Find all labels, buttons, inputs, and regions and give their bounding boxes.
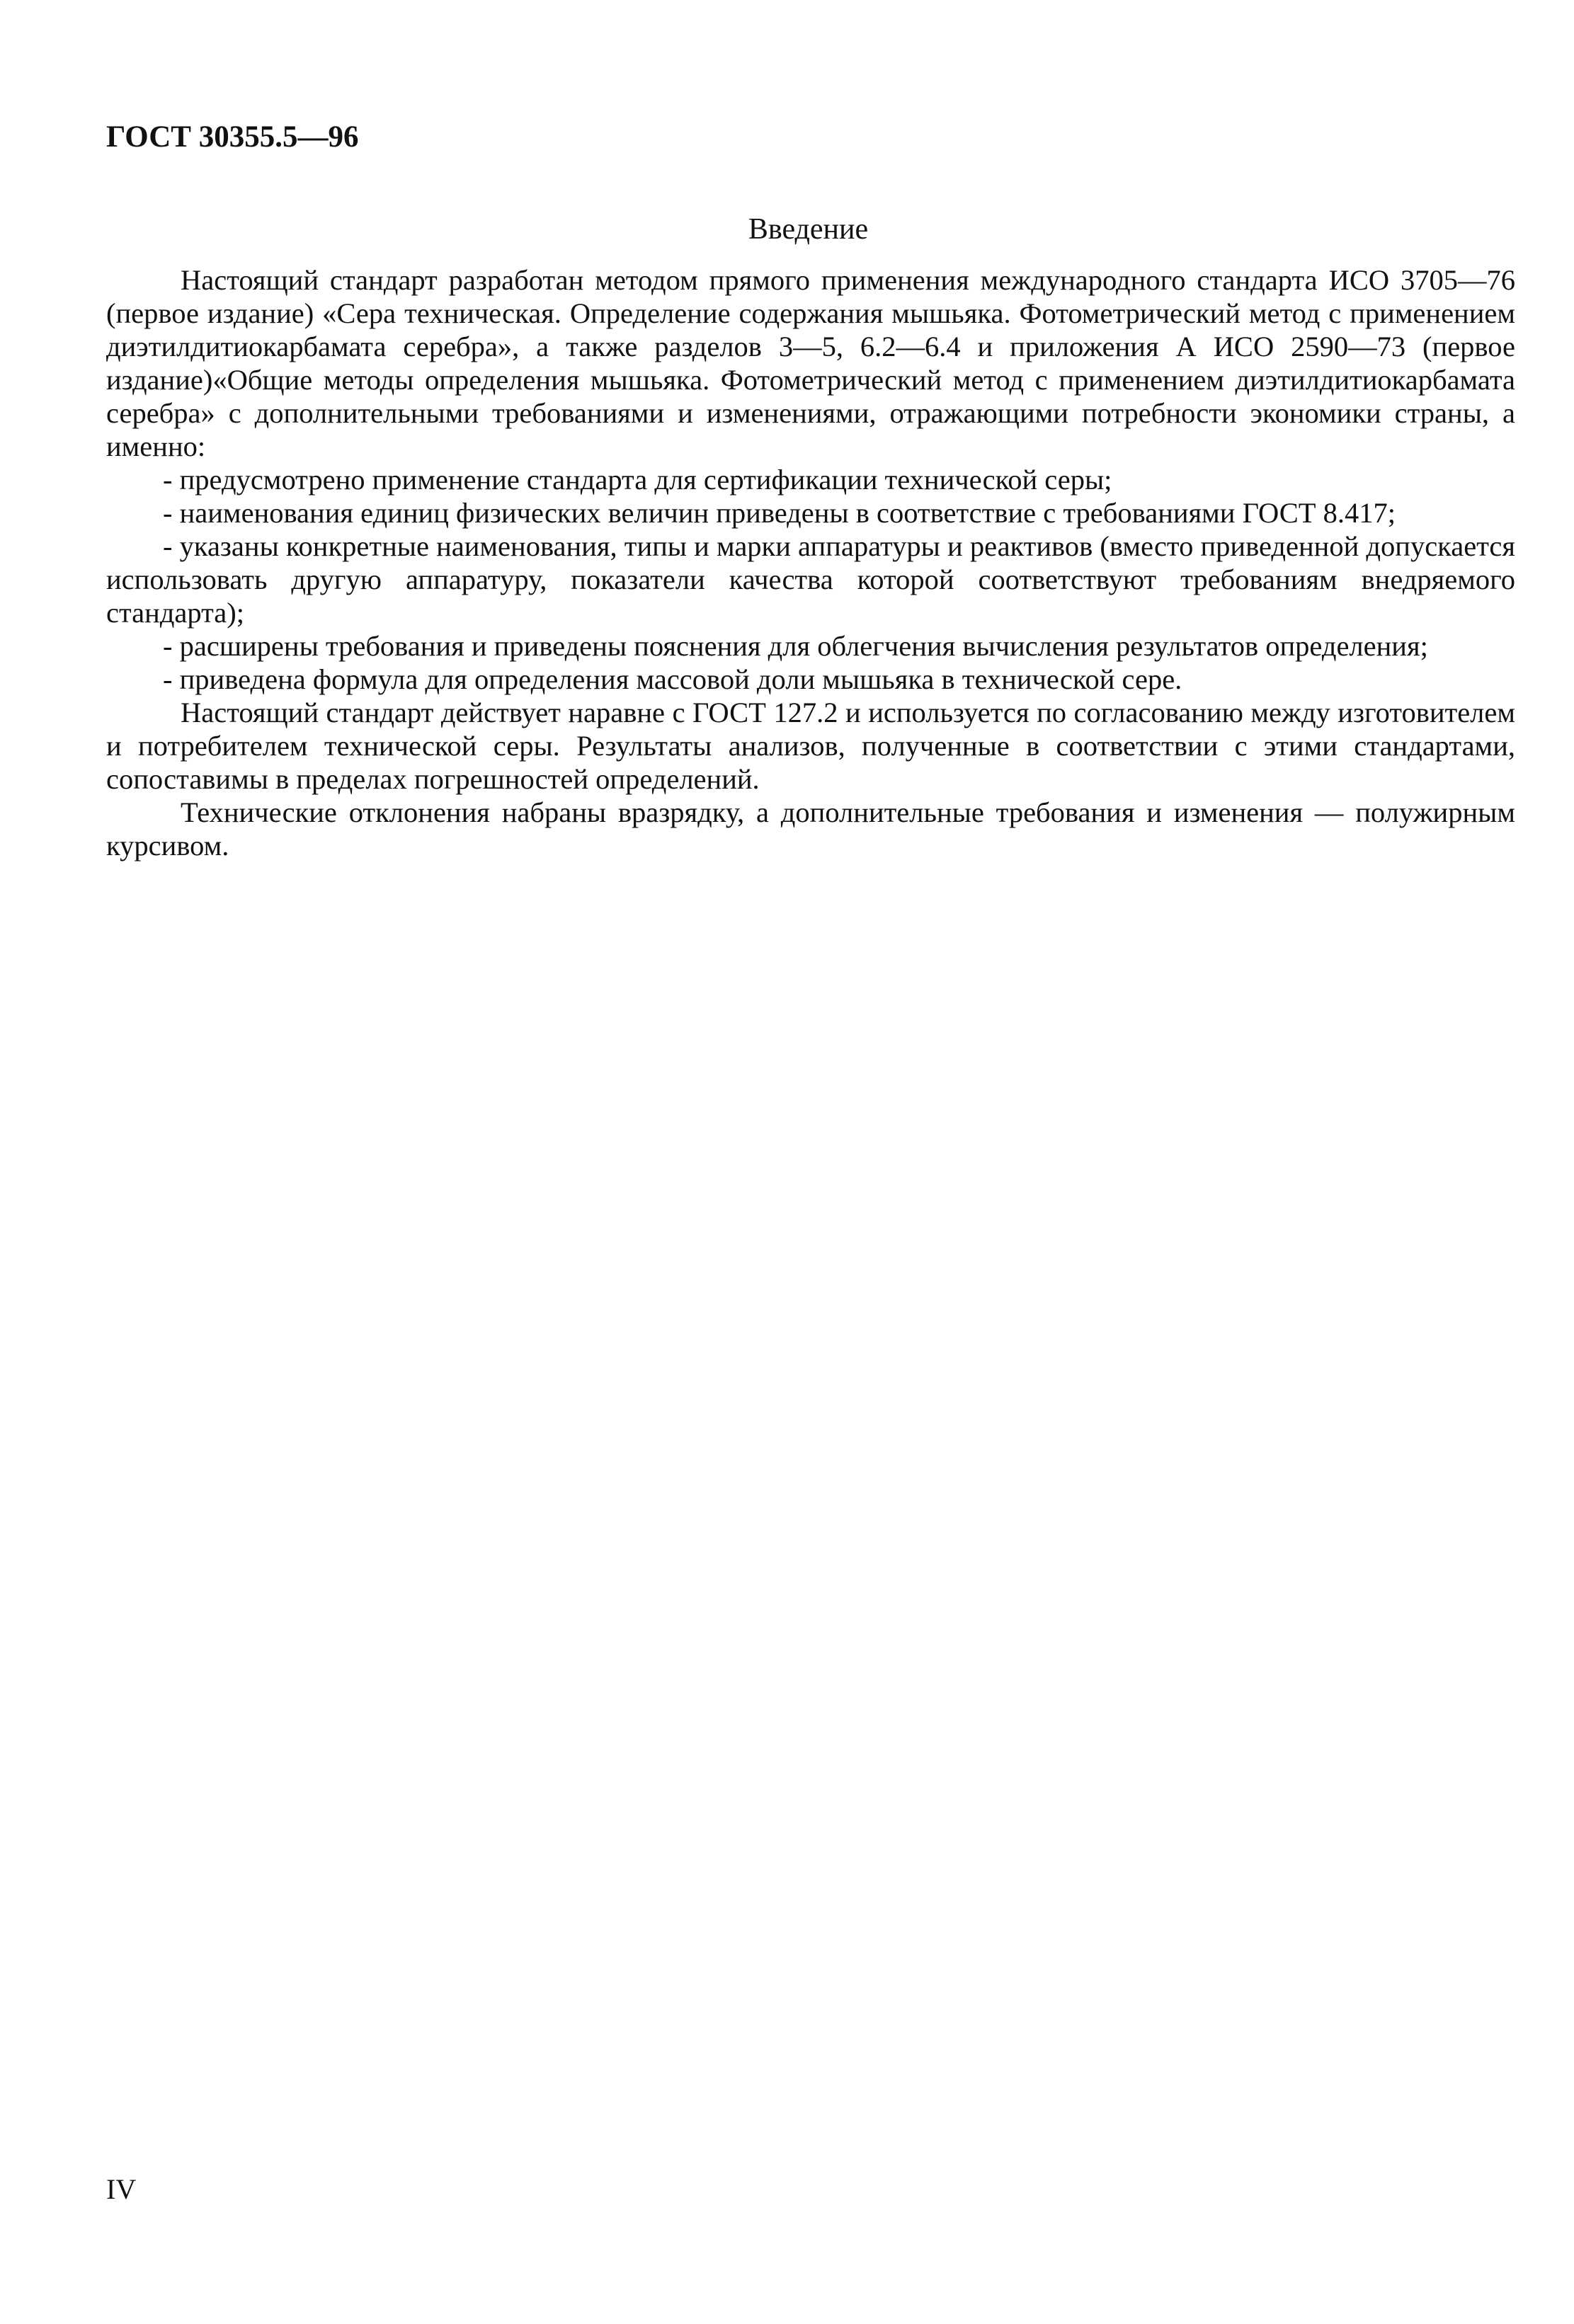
typography-note-paragraph: Технические отклонения набраны вразрядку, а дополнительные требования и изменения — полужирным курсивом. — [106, 796, 1515, 862]
list-item-certification: - предусмотрено применение стандарта для сертификации технической серы; — [163, 464, 1112, 496]
list-item-apparatus: - указаны конкретные наименования, типы и марки аппаратуры и реактивов (вместо приведенной допускается использовать другую аппаратуру, показатели качества которой соответствуют требованиям внедряемого стандарта); — [106, 530, 1515, 629]
intro-paragraph: Настоящий стандарт разработан методом прямого применения международного стандарта ИСО 3705—76 (первое издание) «Сера техническая. Определение содержания мышьяка. Фотометрический метод с применением диэтилдитиокарбамата серебра», а также разделов 3—5, 6.2—6.4 и приложения А ИСО 2590—73 (первое издание)«Общие методы определения мышьяка. Фотометрический метод с применением диэтилдитиокарбамата серебра» с дополнительными требованиями и изменениями, отражающими потребности экономики страны, а именно: — [106, 264, 1515, 462]
equivalence-paragraph: Настоящий стандарт действует наравне с ГОСТ 127.2 и используется по согласованию между изготовителем и потребителем технической серы. Результаты анализов, полученные в соответствии с этими стандартами, сопоставимы в пределах погрешностей определений. — [106, 697, 1515, 795]
page-number: IV — [106, 2173, 137, 2205]
list-item-units: - наименования единиц физических величин приведены в соответствие с требованиями ГОСТ 8.417; — [163, 497, 1396, 529]
section-title-text: Введение — [748, 213, 869, 246]
section-title — [0, 214, 1574, 244]
document-code-header: ГОСТ 30355.5—96 — [106, 120, 359, 154]
introduction-body — [106, 263, 1515, 862]
list-item-formula: - приведена формула для определения массовой доли мышьяка в технической сере. — [163, 663, 1182, 695]
list-item-calculation: - расширены требования и приведены пояснения для облегчения вычисления результатов определения; — [163, 630, 1428, 662]
